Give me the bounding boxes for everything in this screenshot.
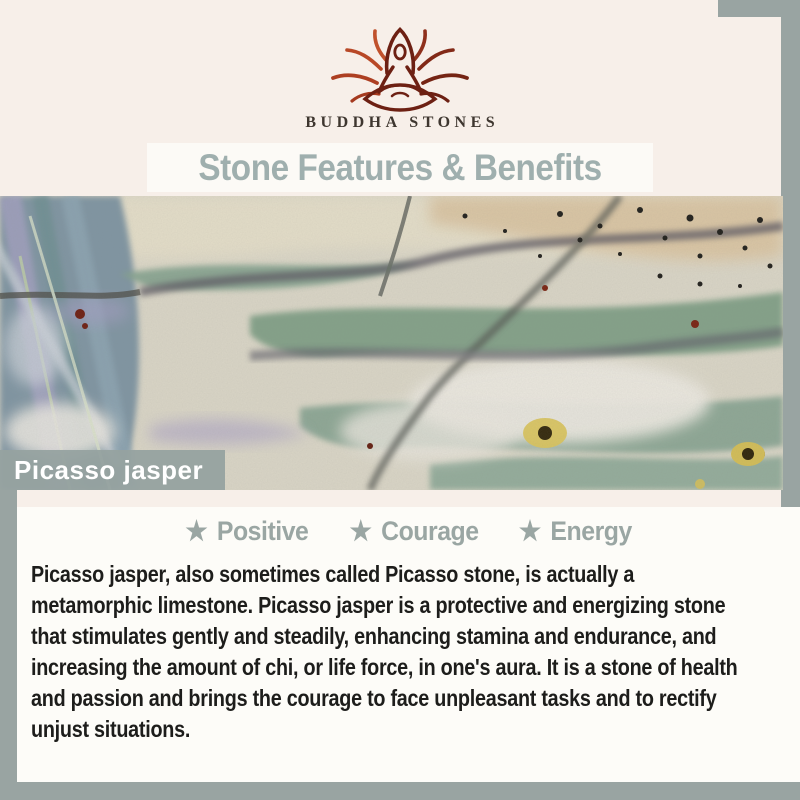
trait-label: Positive (216, 516, 309, 546)
brand-name: BUDDHA STONES (305, 114, 500, 131)
brand-logo (330, 26, 470, 112)
trait-label: Energy (550, 516, 632, 546)
stone-name-label: Picasso jasper (0, 450, 225, 490)
trait-positive (185, 514, 308, 548)
description-line: and passion and brings the courage to face unpleasant tasks and to rectify (31, 685, 717, 711)
bottom-accent-band (0, 782, 800, 800)
description-line: unjust situations. (31, 716, 191, 742)
banner-title: Stone Features & Benefits (198, 146, 602, 188)
star-icon: ★ (349, 516, 372, 546)
section-banner (147, 143, 653, 192)
traits-row (17, 514, 800, 548)
description-line: increasing the amount of chi, or life force, in one's aura. It is a stone of health (31, 654, 738, 680)
picasso-jasper-texture (0, 196, 783, 490)
trait-energy (519, 514, 632, 548)
trait-label: Courage (380, 516, 479, 546)
star-icon: ★ (519, 516, 542, 546)
description-line: metamorphic limestone. Picasso jasper is a protective and energizing stone (31, 592, 726, 618)
stone-photo (0, 196, 783, 490)
description-line: that stimulates gently and steadily, enhancing stamina and endurance, and (31, 623, 717, 649)
lotus-meditation-icon (330, 26, 470, 118)
left-accent-bar (0, 450, 17, 800)
description-line: Picasso jasper, also sometimes called Picasso stone, is actually a (31, 561, 635, 587)
star-icon: ★ (185, 516, 208, 546)
stone-description (31, 559, 771, 745)
trait-courage (349, 514, 478, 548)
